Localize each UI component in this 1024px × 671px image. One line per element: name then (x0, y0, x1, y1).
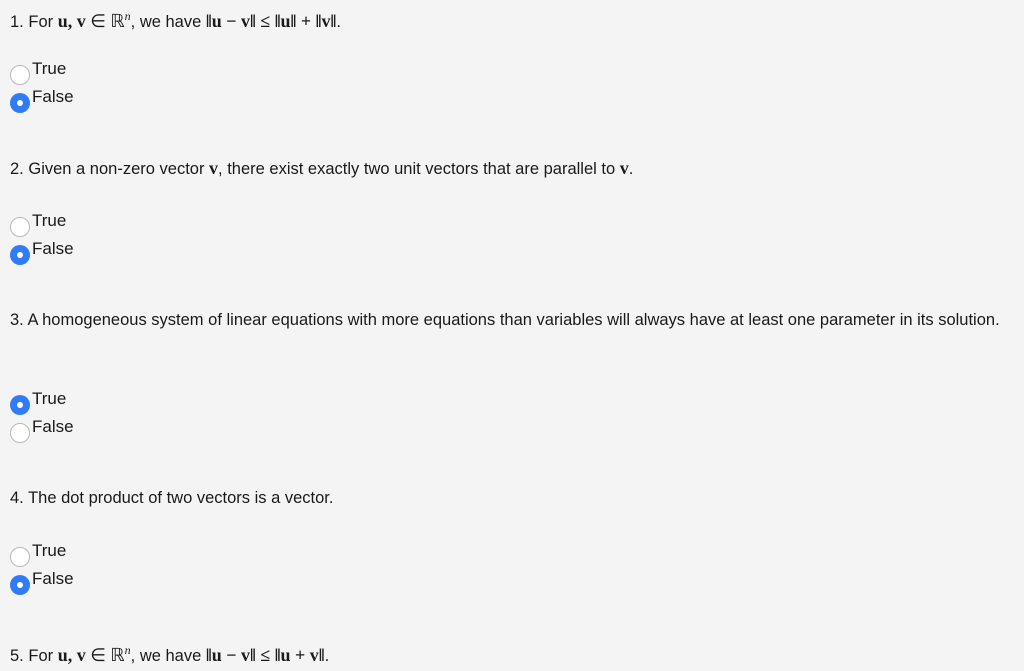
option-label: False (32, 87, 74, 106)
question-5-number: 5. (10, 647, 24, 665)
question-3-number: 3. (10, 311, 24, 329)
question-1-sup: n (124, 9, 131, 23)
option-label: True (32, 211, 67, 230)
question-5-inequality: ‖u − v‖ ≤ ‖u + v‖ (205, 645, 325, 665)
question-2-math1: v (209, 158, 219, 178)
question-1-option-true[interactable] (10, 58, 74, 86)
question-4-text-body: The dot product of two vectors is a vector. (28, 489, 334, 507)
question-1 (10, 3, 1018, 35)
question-3-text-body: A homogeneous system of linear equations with more equations than variables will always have at least one parameter in its solution. (27, 311, 1000, 329)
question-5-sup: n (124, 643, 131, 657)
question-5-math1b: ∈ ℝ (90, 645, 125, 665)
question-1-text (10, 3, 1018, 35)
question-3 (10, 307, 1018, 333)
question-4-option-false[interactable] (10, 568, 74, 596)
question-5-math-vars (58, 645, 131, 665)
question-1-number: 1. (10, 13, 24, 31)
question-3-option-false[interactable] (10, 416, 74, 444)
question-2-options (10, 210, 74, 266)
radio-unselected-icon[interactable] (10, 65, 30, 85)
question-1-suffix: . (336, 13, 341, 31)
question-4-text (10, 485, 1018, 511)
question-5-mid: , we have (130, 647, 202, 665)
question-3-options (10, 388, 74, 444)
question-2-math2: v (619, 158, 629, 178)
question-2 (10, 155, 1018, 182)
question-1-mid: , we have (130, 13, 202, 31)
option-label: True (32, 389, 67, 408)
question-2-text (10, 155, 1018, 182)
radio-unselected-icon[interactable] (10, 547, 30, 567)
radio-selected-icon[interactable] (10, 395, 30, 415)
question-1-options (10, 58, 74, 114)
question-1-math1: u, v (57, 11, 86, 31)
question-4-number: 4. (10, 489, 24, 507)
question-2-option-false[interactable] (10, 238, 74, 266)
radio-unselected-icon[interactable] (10, 217, 30, 237)
question-3-option-true[interactable] (10, 388, 74, 416)
radio-unselected-icon[interactable] (10, 423, 30, 443)
question-5-math1: u, v (57, 645, 86, 665)
radio-selected-icon[interactable] (10, 245, 30, 265)
question-5-prefix: For (28, 647, 54, 665)
question-1-math-vars (58, 11, 131, 31)
radio-selected-icon[interactable] (10, 575, 30, 595)
question-2-number: 2. (10, 160, 24, 178)
question-5 (10, 637, 1018, 669)
question-4 (10, 485, 1018, 511)
radio-selected-icon[interactable] (10, 93, 30, 113)
question-2-option-true[interactable] (10, 210, 74, 238)
question-1-inequality: ‖u − v‖ ≤ ‖u‖ + ‖v‖ (205, 11, 337, 31)
question-5-suffix: . (324, 647, 330, 665)
question-2-text-part1: Given a non-zero vector (28, 160, 205, 178)
question-4-options (10, 540, 74, 596)
question-4-option-true[interactable] (10, 540, 74, 568)
question-2-suffix: . (628, 160, 634, 178)
question-5-text (10, 637, 1018, 669)
question-1-option-false[interactable] (10, 86, 74, 114)
option-label: False (32, 239, 74, 258)
question-1-prefix: For (28, 13, 54, 31)
option-label: True (32, 541, 67, 560)
question-3-text (10, 307, 1018, 333)
option-label: True (32, 59, 67, 78)
question-2-text-part2: , there exist exactly two unit vectors that are parallel to (218, 160, 616, 178)
option-label: False (32, 569, 74, 588)
question-1-math1b: ∈ ℝ (90, 11, 125, 31)
option-label: False (32, 417, 74, 436)
